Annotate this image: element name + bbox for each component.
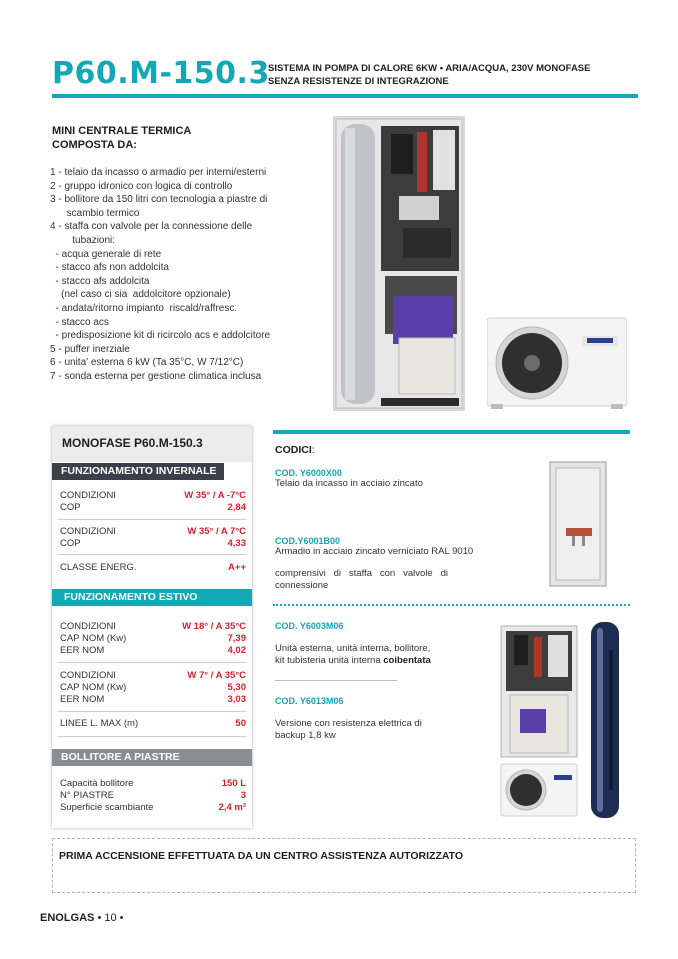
indoor-unit-photo (333, 116, 465, 411)
composition-item: 4 - staffa con valvole per la connessione delle (50, 221, 253, 233)
code-y6013m06-desc (275, 718, 422, 742)
composition-title (52, 124, 191, 152)
first-start-notice-text: PRIMA ACCENSIONE EFFETTUATA DA UN CENTRO ASSISTENZA AUTORIZZATO (59, 850, 464, 862)
composition-item: - acqua generale di rete (50, 248, 162, 260)
winter-cond-1-value: W 35° / A -7°C (184, 490, 246, 501)
composition-list (50, 166, 320, 384)
page-footer (40, 912, 124, 924)
code-y6001b00: COD.Y6001B00 (275, 536, 341, 546)
composition-item: - stacco afs addolcita (50, 275, 150, 287)
summer-cond-2-value: W 7° / A 35°C (187, 670, 246, 681)
summer-cond-2-label: CONDIZIONI (60, 670, 116, 681)
codes-title-colon: : (311, 444, 315, 456)
divider (58, 736, 246, 737)
code-y6000x00-desc: Telaio da incasso in acciaio zincato (275, 478, 423, 489)
winter-cop-2-value: 4,33 (227, 538, 246, 549)
composition-item: - andata/ritorno impianto riscald/raffresc. (50, 302, 238, 314)
boiler-surface-label: Superficie scambiante (60, 802, 154, 813)
composition-item: scambio termico (50, 207, 140, 219)
boiler-tank-photo (585, 620, 625, 820)
header-rule (52, 94, 638, 98)
composition-item: 2 - gruppo idronico con logica di controllo (50, 180, 233, 192)
cabinet-photo (548, 460, 608, 588)
code-y6003m06-desc-bold: coibentata (383, 655, 431, 666)
winter-cop-1-label: COP (60, 502, 81, 513)
summer-heading (52, 589, 252, 606)
summer-eer-2-label: EER NOM (60, 694, 105, 705)
composition-title-line-1: MINI CENTRALE TERMICA (52, 125, 192, 137)
line-length-label: LINEE L. MAX (m) (60, 718, 139, 729)
winter-cond-2-label: CONDIZIONI (60, 526, 116, 537)
model-subtitle (268, 62, 648, 88)
composition-item: 6 - unita' esterna 6 kW (Ta 35°C, W 7/12°C) (50, 357, 244, 369)
summer-cap-2-label: CAP NOM (Kw) (60, 682, 127, 693)
summer-cond-1-label: CONDIZIONI (60, 621, 116, 632)
boiler-plates-label: N° PIASTRE (60, 790, 114, 801)
outdoor-unit-photo-small (500, 763, 578, 819)
page-number: • 10 • (97, 912, 124, 924)
first-start-notice (52, 838, 636, 893)
spec-panel-title: MONOFASE P60.M-150.3 (62, 436, 203, 450)
summer-heading-label: FUNZIONAMENTO ESTIVO (64, 591, 198, 603)
code-y6001b00-desc: Armadio in acciaio zincato verniciato RAL 9010 (275, 546, 474, 557)
divider (58, 519, 246, 520)
summer-cap-1-value: 7,39 (227, 633, 246, 644)
code-y6013m06-desc-line-1: Versione con resistenza elettrica di (275, 718, 422, 729)
boiler-capacity-label: Capacità bollitore (60, 778, 134, 789)
code-y6000x00: COD. Y6000X00 (275, 468, 342, 478)
line-length-value: 50 (235, 718, 246, 729)
summer-cap-2-value: 5,30 (227, 682, 246, 693)
subtitle-line-2: SENZA RESISTENZE DI INTEGRAZIONE (268, 76, 449, 87)
divider (58, 662, 246, 663)
code-y6003m06: COD. Y6003M06 (275, 621, 344, 631)
spec-panel-header (52, 426, 252, 462)
divider (58, 554, 246, 555)
composition-title-line-2: COMPOSTA DA: (52, 139, 137, 151)
boiler-heading (52, 749, 252, 766)
winter-cop-2-label: COP (60, 538, 81, 549)
codes-title-text: CODICI (275, 444, 312, 456)
composition-item: 1 - telaio da incasso o armadio per interni/esterni (50, 167, 267, 178)
winter-cond-1-label: CONDIZIONI (60, 490, 116, 501)
boiler-plates-value: 3 (240, 790, 246, 801)
model-title: P60.M-150.3 (52, 56, 270, 91)
code-y6003m06-desc-line-2 (275, 655, 431, 667)
composition-item: - predisposizione kit di ricircolo acs e addolcitore (50, 330, 271, 342)
code-y6003m06-desc (275, 643, 431, 667)
boiler-capacity-value: 150 L (221, 778, 246, 789)
winter-cop-1-value: 2,84 (227, 502, 246, 513)
composition-item: - stacco acs (50, 316, 109, 328)
divider (58, 711, 246, 712)
energy-class-label: CLASSE ENERG. (60, 562, 137, 573)
composition-item: (nel caso ci sia addolcitore opzionale) (50, 289, 231, 301)
short-divider (275, 680, 397, 681)
footer-brand: ENOLGAS (40, 912, 95, 924)
spec-panel (52, 426, 252, 828)
code-y6003m06-desc-line-1: Unità esterna, unità interna, bollitore, (275, 643, 431, 654)
summer-cond-1-value: W 18° / A 35°C (182, 621, 246, 632)
code-note-line-2: connessione (275, 580, 329, 591)
summer-eer-1-value: 4,02 (227, 645, 246, 656)
composition-item: - stacco afs non addolcita (50, 262, 169, 274)
summer-eer-2-value: 3,03 (227, 694, 246, 705)
code-y6001b00-note (275, 568, 490, 592)
summer-eer-1-label: EER NOM (60, 645, 105, 656)
subtitle-line-1: SISTEMA IN POMPA DI CALORE 6KW • ARIA/ACQUA, 230V MONOFASE (268, 63, 591, 74)
winter-cond-2-value: W 35° / A 7°C (187, 526, 246, 537)
code-y6013m06-desc-line-2: backup 1,8 kw (275, 730, 336, 741)
composition-item: tubazioni: (50, 234, 116, 246)
winter-heading (52, 463, 224, 480)
dotted-divider (273, 604, 630, 606)
summer-cap-1-label: CAP NOM (Kw) (60, 633, 127, 644)
codes-title (275, 444, 315, 456)
energy-class-value: A++ (228, 562, 246, 573)
composition-item: 3 - bollitore da 150 litri con tecnologia a piastre di (50, 194, 268, 206)
indoor-unit-photo-small (500, 625, 578, 758)
outdoor-unit-photo (487, 316, 627, 411)
code-y6003m06-desc-text: kit tubisteria unità interna (275, 655, 384, 666)
codes-rule (273, 430, 630, 434)
composition-item: 5 - puffer inerziale (50, 343, 130, 355)
composition-item: 7 - sonda esterna per gestione climatica inclusa (50, 370, 262, 382)
winter-heading-label: FUNZIONAMENTO INVERNALE (61, 465, 217, 477)
boiler-heading-label: BOLLITORE A PIASTRE (61, 751, 180, 763)
boiler-surface-value: 2,4 m² (218, 802, 246, 813)
code-note-line-1: comprensivi di staffa con valvole di (275, 568, 449, 579)
code-y6013m06: COD. Y6013M06 (275, 696, 344, 706)
